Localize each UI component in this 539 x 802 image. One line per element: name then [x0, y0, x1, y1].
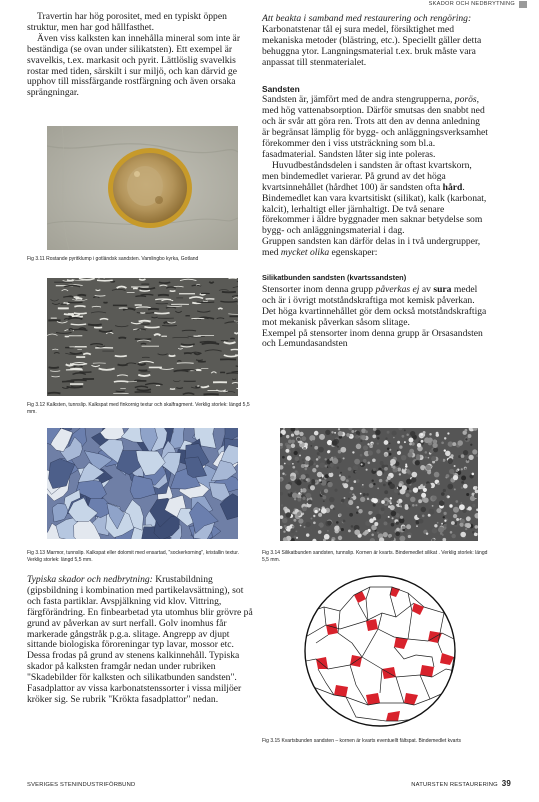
figure-marmor-photo [47, 428, 238, 539]
right-column-text [262, 14, 488, 350]
grain-diagram [296, 573, 464, 729]
header-marker [519, 1, 527, 8]
figure-pyrite-photo [47, 126, 238, 250]
sandsten-photo-image [280, 428, 478, 541]
footer-right [411, 779, 511, 788]
figure-kvartssandsten-diagram [296, 573, 464, 729]
footer-publication: NATURSTEN RESTAURERING [411, 782, 498, 788]
paragraph-silikatbunden-2: Exempel på stensorter inom denna grupp är Orsasandsten och Lemundasandsten [262, 327, 483, 350]
paragraph-restaurering: Att beakta i samband med restaurering och rengöring: Karbonatstenar tål ej sura medel, försiktighet med mekaniska metoder (blästring, etc.). Speciellt gäller detta behuggna ytor. Langningsmaterial t.ex. bruk måste vara anpassat till stenmaterialet. [262, 13, 482, 68]
figure-sandsten-photo [280, 428, 478, 541]
left-column-intro [27, 12, 253, 99]
left-column-damage-text [27, 575, 253, 706]
heading-silikatbunden: Silikatbunden sandsten (kvartssandsten) [262, 273, 407, 283]
paragraph-travertin: Travertin har hög porositet, med en typiskt öppen struktur, men har god hållfasthet. [27, 11, 227, 33]
footer-left: SVERIGES STENINDUSTRIFÖRBUND [27, 782, 136, 788]
running-header [429, 0, 539, 8]
paragraph-sandsten-1: Sandsten är, jämfört med de andra stengrupperna, porös, med hög vattenabsorption. Därför smutsas den snabbt ned och är svår att göra ren. Trots att den av denna anledning är begränsat lämplig för bygg- och anläggningsverksamhet förekommer den i viss utsträckning som bl.a. fasadmaterial. Sandsten låter sig inte poleras. [262, 94, 488, 160]
section-title: SKADOR OCH NEDBRYTNING [428, 1, 515, 7]
caption-fig-3-11: Fig 3.11 Rostande pyritklump i gotländsk sandsten. Vamlingbo kyrka, Gotland [27, 256, 199, 262]
paragraph-pyrit: Även viss kalksten kan innehålla mineral som inte är beständiga (se ovan under silikatsten). Ett exempel är svavelkis, t.ex. markasit och pyrit. Lättlöslig svavelkis rostar med tiden, särskilt i sur miljö, och kan därvid ge upphov till missfärgande rostfärgning och även orsaka sprängningar. [27, 32, 241, 99]
caption-fig-3-12: Fig 3.12 Kalksten, tunnslip. Kalkspat med finkornig textur och skalfragment. Verklig storlek: längd 5,5 mm. [27, 402, 250, 415]
heading-sandsten: Sandsten [262, 83, 300, 94]
kalksten-photo-image [47, 278, 238, 396]
paragraph-silikatbunden-1: Stensorter inom denna grupp påverkas ej av sura medel och är i övrigt motståndskraftiga mot kemisk påverkan. Det höga kvartinnehållet gör dem också motståndskraftiga mot mekanisk påverkan såsom slitage. [262, 283, 487, 328]
paragraph-sandsten-3: Gruppen sandsten kan därför delas in i två undergrupper, med mycket olika egenskaper: [262, 236, 481, 259]
paragraph-typiska-skador: Typiska skador och nedbrytning: Krustabildning (gipsbildning i kombination med partikelavsättning), sot och fasta partiklar. Avspjälkning vid klov. Vittring, färgförändring. En finbearbetad yta utomhus blir grövre på grund av påverkan av surt nerfall. Golv inomhus får markerade gångstråk p.g.a. slitage. Angrepp av djupt sittande biologiska föroreningar typ lavar, mossor etc. Dessa frodas på grund av stenens kalkinnehåll. Typiska skador på kalksten framgår nedan under rubriken "Skadebilder för kalksten och silikatbunden sandsten". Fasadplattor av vissa karbonatstenssorter i vissa miljöer kröker sig. Se rubrik "Krökta fasadplattor" nedan. [27, 574, 253, 705]
pyrite-photo-image [47, 126, 238, 250]
page-number: 39 [501, 779, 511, 788]
caption-fig-3-13: Fig 3.13 Marmor, tunnslip. Kalkspat eller dolomit med ensartad, "sockerkorning", kristallin textur. Verklig storlek: längd 5,5 mm. [27, 550, 239, 563]
caption-fig-3-15: Fig 3.15 Kvartsbunden sandsten – kornen är kvarts eventuellt fältspat. Bindemedlet kvarts [262, 738, 461, 744]
figure-kalksten-photo [47, 278, 238, 396]
paragraph-sandsten-2: Huvudbeståndsdelen i sandsten är oftast kvartskorn, men bindemedlet varierar. På grund av det höga kvartsinnehållet (hårdhet 100) är sandsten ofta hård. Bindemedlet kan vara kvartsitiskt (silikat), kalk (karbonat, kalcit), lerhaltigt eller järnhaltigt. De två senare förekommer i äldre byggnader men saknar betydelse som bygg- och anläggningsmaterial i dag. [262, 159, 487, 237]
marmor-photo-image [47, 428, 238, 539]
caption-fig-3-14: Fig 3.14 Silikatbunden sandsten, tunnslip. Kornen är kvarts. Bindemedlet silikat . Verklig storlek: längd 5,5 mm. [262, 550, 488, 563]
